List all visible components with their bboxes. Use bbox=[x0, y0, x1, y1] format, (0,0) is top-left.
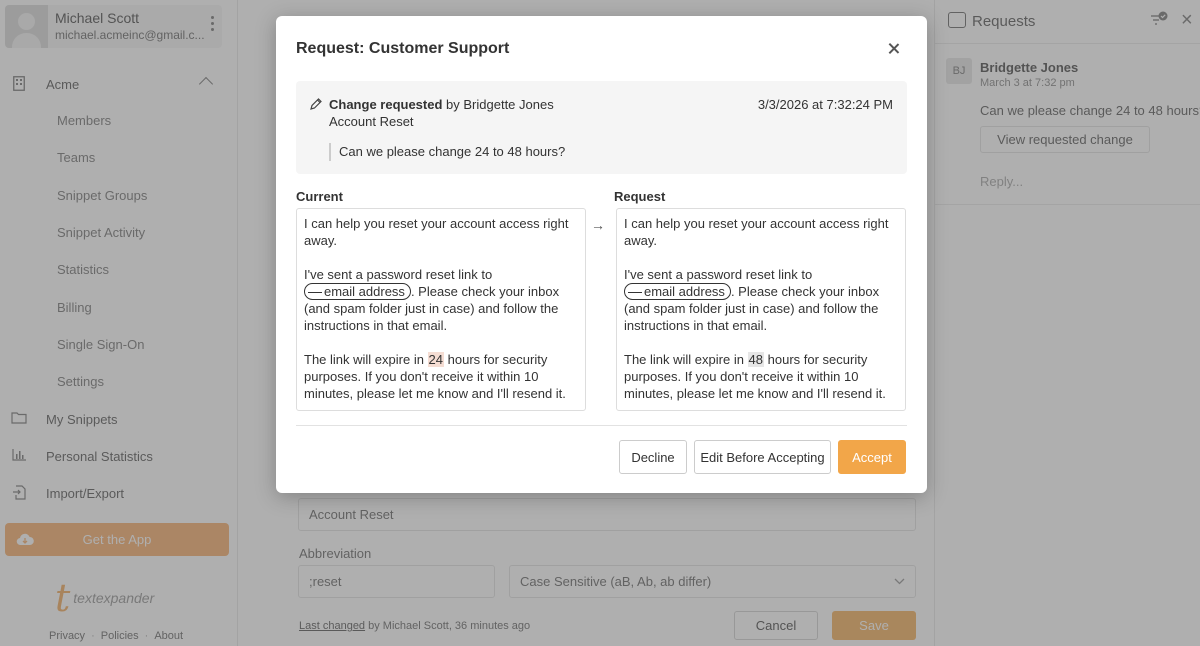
change-snippet: Account Reset bbox=[329, 114, 414, 129]
request-text-panel bbox=[616, 208, 906, 411]
email-address-token-label: email address bbox=[324, 284, 405, 299]
request-modal bbox=[276, 16, 927, 493]
request-paragraph-3-start: The link will expire in bbox=[624, 352, 748, 367]
request-paragraph-2 bbox=[624, 266, 898, 334]
current-text-panel bbox=[296, 208, 586, 411]
change-author: by Bridgette Jones bbox=[442, 97, 554, 112]
removed-value: 24 bbox=[428, 352, 444, 367]
change-summary bbox=[296, 81, 907, 174]
arrow-right-icon: → bbox=[591, 217, 605, 233]
current-paragraph-2 bbox=[304, 266, 578, 334]
request-paragraph-3-end: hours for security purposes. If you don't receive it within 10 minutes, please let me know and I'll resend it. bbox=[624, 352, 886, 401]
modal-divider bbox=[296, 425, 907, 426]
email-address-token-label: email address bbox=[644, 284, 725, 299]
request-paragraph-2-end: . Please check your inbox (and spam folder just in case) and follow the instructions in that email. bbox=[624, 284, 880, 333]
edit-before-accepting-button[interactable]: Edit Before Accepting bbox=[694, 440, 831, 474]
email-address-token bbox=[304, 283, 411, 300]
current-paragraph-2-start: I've sent a password reset link to bbox=[304, 267, 493, 282]
current-label: Current bbox=[296, 189, 343, 204]
change-heading bbox=[329, 97, 554, 112]
pencil-icon bbox=[310, 98, 322, 110]
current-paragraph-3-end: hours for security purposes. If you don't receive it within 10 minutes, please let me know and I'll resend it. bbox=[304, 352, 566, 401]
accept-button[interactable]: Accept bbox=[838, 440, 906, 474]
request-paragraph-3 bbox=[624, 351, 898, 402]
close-icon[interactable] bbox=[885, 40, 903, 58]
request-paragraph-2-start: I've sent a password reset link to bbox=[624, 267, 813, 282]
modal-title: Request: Customer Support bbox=[296, 40, 510, 57]
current-paragraph-3-start: The link will expire in bbox=[304, 352, 428, 367]
request-label: Request bbox=[614, 189, 666, 204]
added-value: 48 bbox=[748, 352, 764, 367]
current-paragraph-3 bbox=[304, 351, 578, 402]
email-address-token bbox=[624, 283, 731, 300]
current-paragraph-1: I can help you reset your account access right away. bbox=[304, 216, 569, 248]
decline-button[interactable]: Decline bbox=[619, 440, 687, 474]
request-paragraph-1: I can help you reset your account access right away. bbox=[624, 216, 889, 248]
change-message: Can we please change 24 to 48 hours? bbox=[329, 143, 565, 161]
change-kind: Change requested bbox=[329, 97, 443, 112]
change-timestamp: 3/3/2026 at 7:32:24 PM bbox=[757, 97, 893, 112]
current-paragraph-2-end: . Please check your inbox (and spam folder just in case) and follow the instructions in that email. bbox=[304, 284, 560, 333]
